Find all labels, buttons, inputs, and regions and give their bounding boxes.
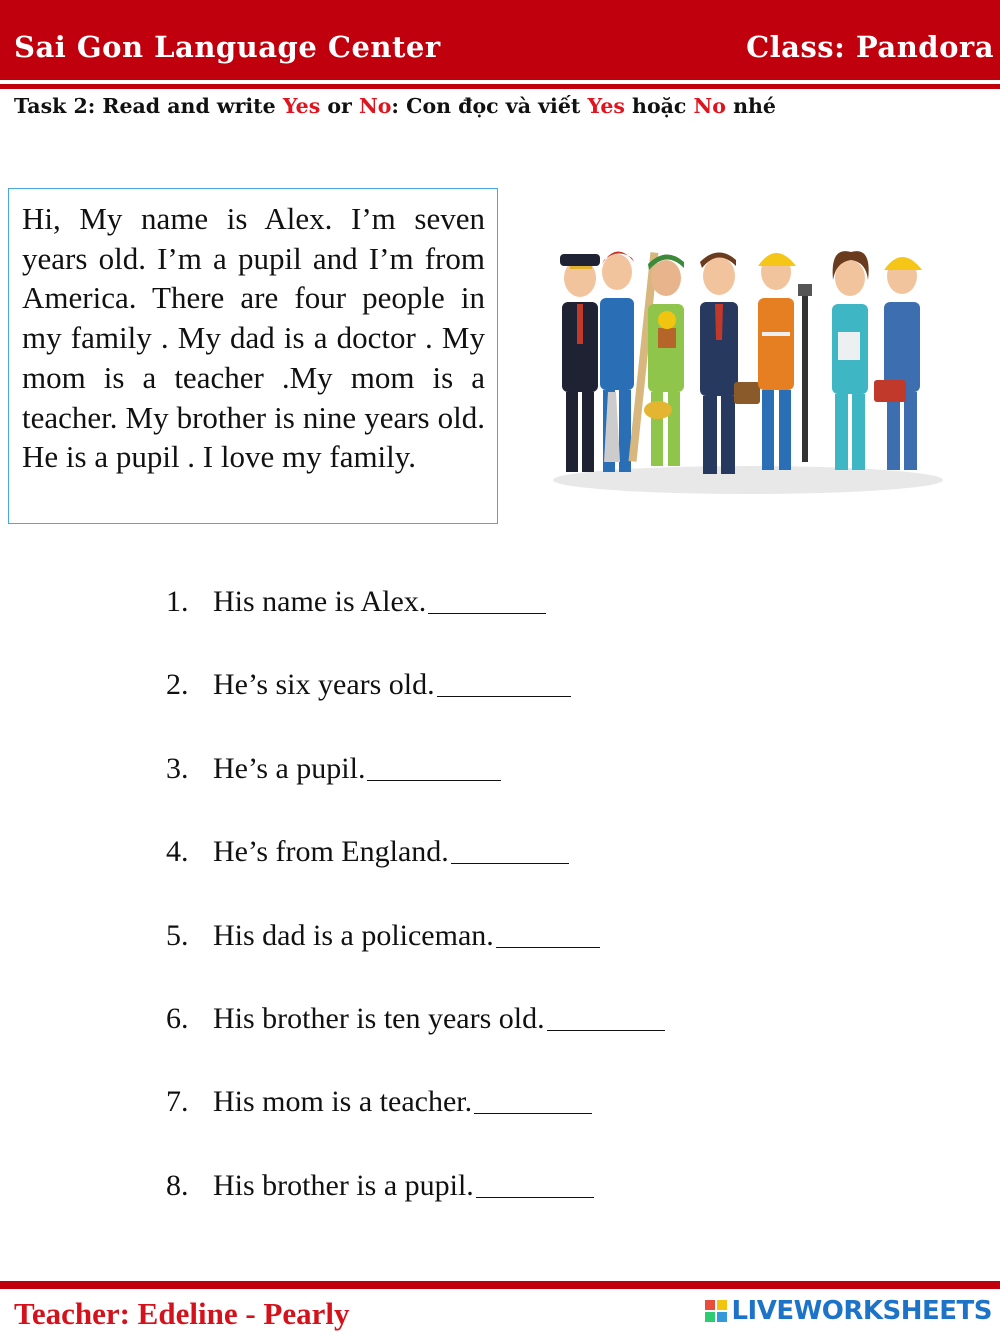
answer-blank[interactable] xyxy=(547,1002,665,1031)
question-item xyxy=(166,585,665,668)
question-text: His brother is ten years old. xyxy=(213,1001,545,1035)
reading-passage: Hi, My name is Alex. I’m seven years old. I’m a pupil and I’m from America. There are four people in my family . My dad is a doctor . My mom is a teacher .My mom is a teacher. My brother is nine years old. He is a pupil . I love my family. xyxy=(22,201,485,475)
liveworksheets-brand[interactable] xyxy=(705,1296,992,1326)
question-text: His name is Alex. xyxy=(213,585,427,618)
question-text: He’s six years old. xyxy=(213,668,435,702)
task-suffix: nhé xyxy=(725,94,776,118)
question-item xyxy=(166,752,665,835)
question-number: 5. xyxy=(166,918,189,952)
class-label: Class: Pandora xyxy=(746,30,994,64)
task-vietnamese: : Con đọc và viết xyxy=(391,94,588,118)
question-number: 3. xyxy=(166,751,189,785)
task-prefix: Task 2: Read and write xyxy=(14,94,283,118)
question-number: 8. xyxy=(166,1168,189,1202)
page-header xyxy=(0,0,1000,84)
mechanic-figure xyxy=(874,257,922,470)
question-text: His dad is a policeman. xyxy=(213,918,494,952)
liveworksheets-wordmark: LIVEWORKSHEETS xyxy=(731,1296,992,1326)
builder-figure xyxy=(758,253,812,470)
answer-blank[interactable] xyxy=(476,1169,594,1198)
question-text: He’s from England. xyxy=(213,835,449,869)
question-number: 6. xyxy=(166,1001,189,1035)
question-item xyxy=(166,835,665,918)
task-yes: Yes xyxy=(282,94,321,118)
answer-blank[interactable] xyxy=(496,919,600,948)
answer-blank[interactable] xyxy=(451,835,569,864)
task-or: or xyxy=(320,94,359,118)
answer-blank[interactable] xyxy=(428,585,546,614)
footer-divider xyxy=(0,1281,1000,1289)
answer-blank[interactable] xyxy=(367,752,501,781)
question-text: His brother is a pupil. xyxy=(213,1168,474,1202)
question-text: He’s a pupil. xyxy=(213,751,366,785)
question-number: 4. xyxy=(166,835,189,869)
task-hoac: hoặc xyxy=(624,94,694,118)
people-professions-illustration xyxy=(548,232,948,494)
businessman-figure xyxy=(700,252,760,474)
pilot-figure xyxy=(560,254,600,472)
reading-passage-box xyxy=(8,188,498,524)
question-item xyxy=(166,1002,665,1085)
question-item xyxy=(166,1085,665,1168)
question-text: His mom is a teacher. xyxy=(213,1085,473,1119)
question-number: 2. xyxy=(166,668,189,702)
doctor-figure xyxy=(832,251,869,470)
question-number: 7. xyxy=(166,1085,189,1119)
answer-blank[interactable] xyxy=(474,1085,592,1114)
question-list xyxy=(166,585,665,1252)
center-name: Sai Gon Language Center xyxy=(14,30,441,64)
task-yes-vi: Yes xyxy=(587,94,625,118)
question-item xyxy=(166,1169,665,1252)
teacher-name: Teacher: Edeline - Pearly xyxy=(14,1296,350,1331)
question-number: 1. xyxy=(166,585,189,618)
question-item xyxy=(166,919,665,1002)
task-no: No xyxy=(359,94,392,118)
answer-blank[interactable] xyxy=(437,668,571,697)
liveworksheets-logo-icon xyxy=(705,1300,727,1322)
task-no-vi: No xyxy=(693,94,726,118)
question-item xyxy=(166,668,665,751)
task-instruction xyxy=(14,94,776,118)
